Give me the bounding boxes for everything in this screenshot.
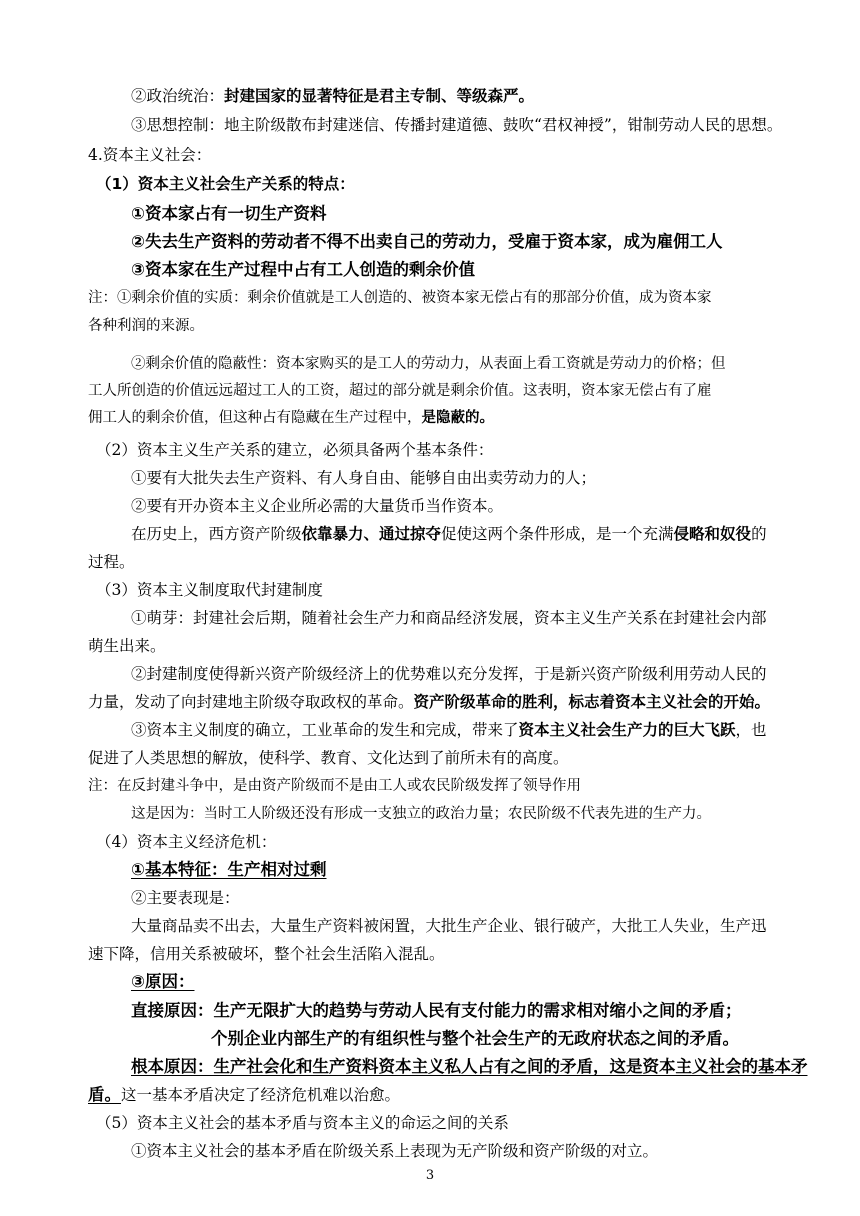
note-leadership: 注：在反封建斗争中，是由资产阶级而不是由工人或农民阶级发挥了领导作用 (88, 778, 581, 794)
condition-2: ②要有开办资本主义企业所必需的大量货币当作资本。 (131, 497, 504, 515)
feature-3: ③资本家在生产过程中占有工人创造的剩余价值 (131, 260, 475, 279)
revolution-1: ②封建制度使得新兴资产阶级经济上的优势难以充分发挥，于是新兴资产阶级利用劳动人民的 (131, 665, 767, 683)
condition-1: ①要有大批失去生产资料、有人身自由、能够自由出卖劳动力的人； (131, 469, 597, 487)
establishment-2: 促进了人类思想的解放，使科学、教育、文化达到了前所未有的高度。 (88, 749, 569, 767)
root-cause-2: 盾。这一基本矛盾决定了经济危机难以治愈。 (88, 1085, 401, 1104)
subheading-5: （5）资本主义社会的基本矛盾与资本主义的命运之间的关系 (96, 1114, 509, 1132)
crisis-manifestation-2: 速下降，信用关系被破坏，整个社会生活陷入混乱。 (88, 945, 445, 963)
note-surplus-value-2: 各种利润的来源。 (88, 318, 204, 334)
feature-2: ②失去生产资料的劳动者不得不出卖自己的劳动力，受雇于资本家，成为雇佣工人 (131, 232, 723, 251)
feature-1: ①资本家占有一切生产资料 (131, 204, 327, 223)
subheading-3: （3）资本主义制度取代封建制度 (96, 581, 323, 599)
note-surplus-value-1: 注：①剩余价值的实质：剩余价值就是工人创造的、被资本家无偿占有的那部分价值，成为资本家 (88, 290, 712, 306)
direct-cause-2: 个别企业内部生产的有组织性与整个社会生产的无政府状态之间的矛盾。 (211, 1029, 739, 1048)
section-heading-capitalism: 4.资本主义社会： (88, 146, 212, 164)
sprout-1: ①萌芽：封建社会后期，随着社会生产力和商品经济发展，资本主义生产关系在封建社会内部 (131, 609, 767, 627)
note-concealment-1: ②剩余价值的隐蔽性：资本家购买的是工人的劳动力，从表面上看工资就是劳动力的价格；但 (131, 356, 726, 372)
line-ideological-control: ③思想控制：地主阶级散布封建迷信、传播封建道德、鼓吹“君权神授”，钳制劳动人民的思想。 (131, 116, 783, 134)
note-reason: 这是因为：当时工人阶级还没有形成一支独立的政治力量；农民阶级不代表先进的生产力。 (131, 806, 711, 822)
direct-cause: 直接原因：生产无限扩大的趋势与劳动人民有支付能力的需求相对缩小之间的矛盾； (131, 1001, 742, 1020)
crisis-manifestation-1: 大量商品卖不出去，大量生产资料被闲置，大批生产企业、银行破产，大批工人失业，生产迅 (131, 917, 767, 935)
subheading-1: （1）资本主义社会生产关系的特点： (96, 175, 355, 193)
history-line-2: 过程。 (88, 553, 135, 571)
sprout-2: 萌生出来。 (88, 637, 166, 655)
note-concealment-2: 工人所创造的价值远远超过工人的工资，超过的部分就是剩余价值。这表明，资本家无偿占有了雇 (88, 383, 712, 399)
subheading-2: （2）资本主义生产关系的建立，必须具备两个基本条件： (96, 441, 494, 459)
root-cause: 根本原因：生产社会化和生产资料资本主义私人占有之间的矛盾，这是资本主义社会的基本矛 (131, 1057, 808, 1076)
note-concealment-3: 佣工人的剩余价值，但这种占有隐藏在生产过程中，是隐蔽的。 (88, 410, 494, 426)
crisis-manifestation-title: ②主要表现是： (131, 889, 240, 907)
line-political-rule: ②政治统治：封建国家的显著特征是君主专制、等级森严。 (131, 87, 535, 105)
history-line: 在历史上，西方资产阶级依靠暴力、通过掠夺促使这两个条件形成，是一个充满侵略和奴役的 (131, 525, 767, 543)
revolution-2: 力量，发动了向封建地主阶级夺取政权的革命。资产阶级革命的胜利，标志着资本主义社会的开始。 (88, 693, 771, 711)
subheading-4: （4）资本主义经济危机： (96, 833, 277, 851)
contradiction-1: ①资本主义社会的基本矛盾在阶级关系上表现为无产阶级和资产阶级的对立。 (131, 1142, 659, 1160)
establishment-1: ③资本主义制度的确立，工业革命的发生和完成，带来了资本主义社会生产力的巨大飞跃，也 (131, 721, 767, 739)
crisis-cause-title: ③原因： (131, 972, 195, 991)
crisis-feature: ①基本特征：生产相对过剩 (131, 860, 327, 879)
page-number: 3 (425, 1168, 435, 1183)
